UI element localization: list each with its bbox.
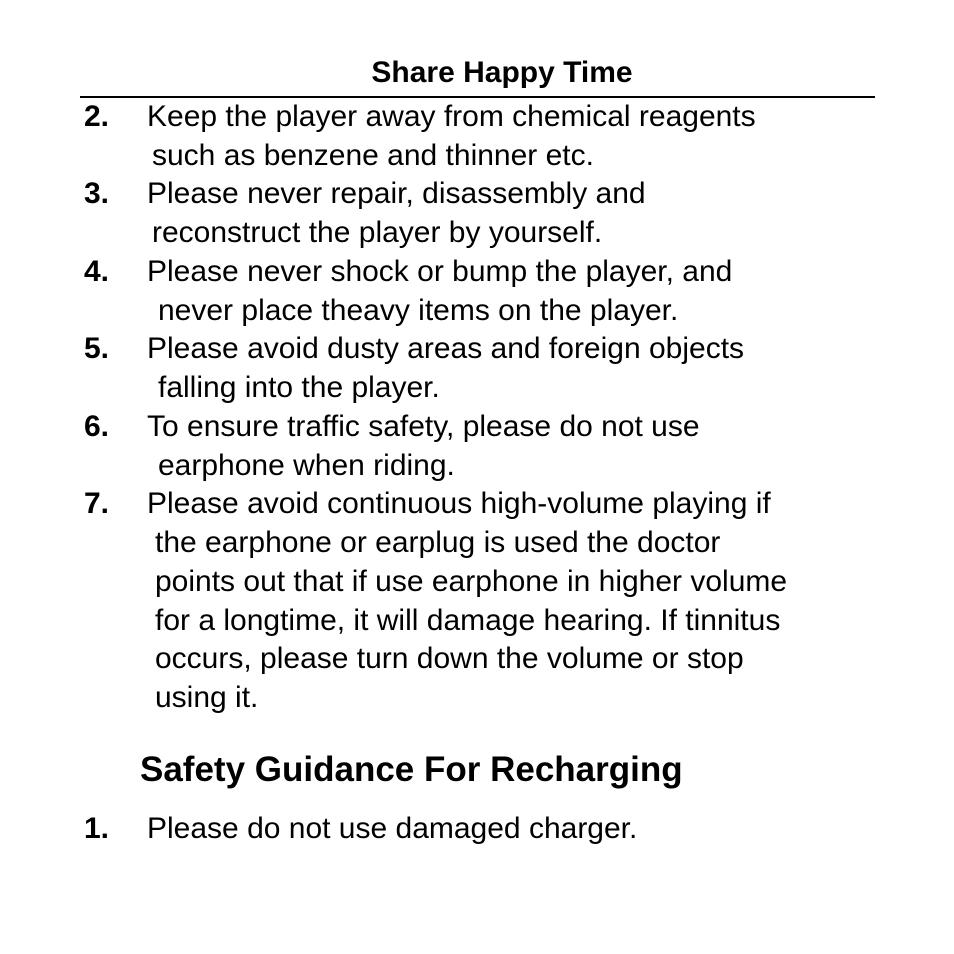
item-text-line: using it. [155,681,259,714]
item-number: 5. [84,332,110,365]
header-title: Share Happy Time [371,56,633,89]
item-text-line: falling into the player. [158,371,440,404]
item-text-line: Keep the player away from chemical reagents [147,100,756,133]
item-text-line: Please avoid continuous high-volume playing if [147,487,771,520]
section-heading: Safety Guidance For Recharging [140,750,683,789]
item-text-line: Please never shock or bump the player, and [147,255,733,288]
item-text-line: Please avoid dusty areas and foreign objects [147,332,745,365]
item-text-line: points out that if use earphone in higher volume [155,565,788,598]
item-number: 3. [84,177,110,210]
item-text-line: never place theavy items on the player. [158,294,679,327]
item-text-line: for a longtime, it will damage hearing. If tinnitus [155,604,781,637]
item-number: 4. [84,255,110,288]
item-text-line: Please never repair, disassembly and [147,177,646,210]
item-number: 2. [84,100,110,133]
item-text-line: occurs, please turn down the volume or stop [155,642,744,675]
item-text-line: reconstruct the player by yourself. [152,216,603,249]
item-text-line: To ensure traffic safety, please do not use [147,410,700,443]
item-text-line: such as benzene and thinner etc. [152,139,594,172]
header-divider [80,96,875,98]
item-text-line: the earphone or earplug is used the doctor [155,526,721,559]
item-number: 6. [84,410,110,443]
item-text-line: Please do not use damaged charger. [147,812,638,845]
item-text-line: earphone when riding. [158,449,455,482]
item-number: 7. [84,487,110,520]
item-number: 1. [84,812,110,845]
